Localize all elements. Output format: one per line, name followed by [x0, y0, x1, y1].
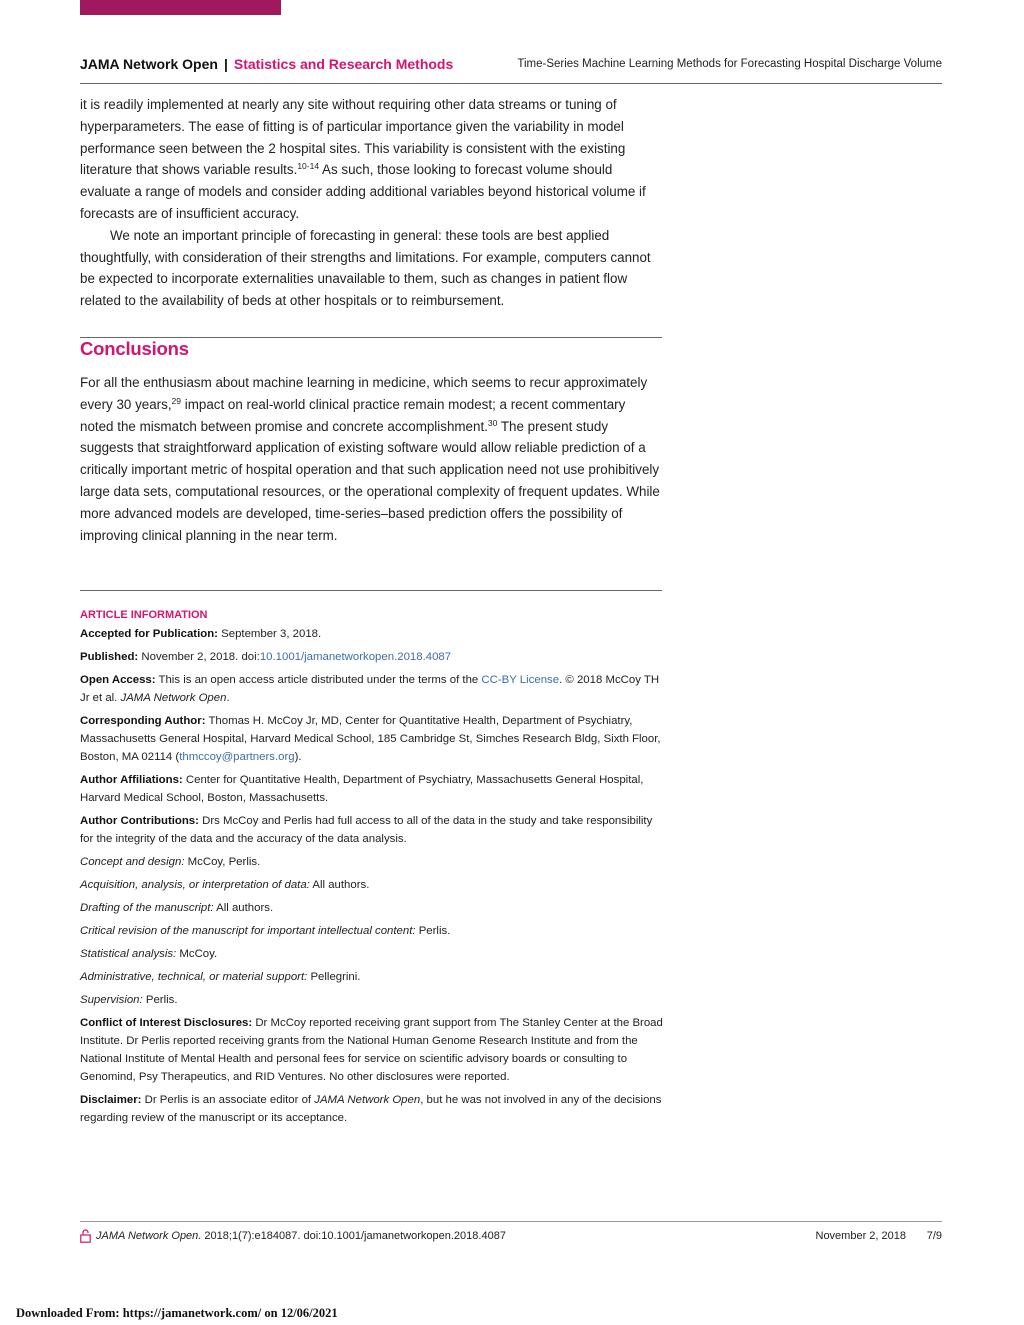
- contributions-line: Author Contributions: Drs McCoy and Perlis had full access to all of the data in the study and take responsibility for the integrity of the data and the accuracy of the data analysis.: [80, 815, 653, 845]
- role-line: Supervision: Perlis.: [80, 994, 178, 1006]
- conclusions-paragraph: For all the enthusiasm about machine learning in medicine, which seems to recur approximately every 30 years,$^{29}$ impact on real-world clinical practice remain modest; a recent commentary noted the mismatch between promise and concrete accomplishment.$^{30}$ The present study suggests that straightforward application of existing software would allow reliable prediction of a critically important metric of hospital operation and that such application need not use prohibitively large data sets, computational resources, or the operational complexity of frequent updates. While more advanced models are developed, time-series–based prediction offers the possibility of improving clinical planning in the near term.: [80, 375, 660, 543]
- article-information: [80, 606, 664, 1132]
- citation-ref: 29: [171, 395, 182, 406]
- footer-rule: [80, 1221, 942, 1222]
- accepted-line: Accepted for Publication: September 3, 2018.: [80, 628, 322, 640]
- section-name: Statistics and Research Methods: [233, 56, 454, 72]
- page-number: 7/9: [926, 1230, 942, 1242]
- page-footer: [80, 1229, 942, 1245]
- journal-name: JAMA Network Open: [80, 56, 218, 72]
- role-line: Concept and design: McCoy, Perlis.: [80, 856, 261, 868]
- doi-link[interactable]: 10.1001/jamanetworkopen.2018.4087: [259, 651, 452, 663]
- header-separator: |: [223, 56, 228, 72]
- journal-section-label: [80, 56, 453, 72]
- article-info-heading: ARTICLE INFORMATION: [80, 609, 208, 621]
- discussion-text: [80, 94, 662, 312]
- conclusions-text: [80, 372, 662, 546]
- role-line: Administrative, technical, or material support: Pellegrini.: [80, 971, 361, 983]
- citation-ref: 30: [487, 417, 498, 428]
- conclusions-heading: Conclusions: [80, 338, 189, 359]
- disclaimer-line: Disclaimer: Dr Perlis is an associate editor of JAMA Network Open, but he was not involved in any of the decisions regarding review of the manuscript or its acceptance.: [80, 1094, 662, 1124]
- license-link[interactable]: CC-BY License: [481, 674, 560, 686]
- header-rule: [80, 83, 942, 84]
- footer-citation: JAMA Network Open. 2018;1(7):e184087. doi:10.1001/jamanetworkopen.2018.4087: [96, 1230, 506, 1242]
- role-line: Drafting of the manuscript: All authors.: [80, 902, 274, 914]
- discussion-paragraph-2: We note an important principle of forecasting in general: these tools are best applied thoughtfully, with consideration of their strengths and limitations. For example, computers cannot be expected to incorporate externalities unavailable to them, such as changes in patient flow related to the availability of beds at other hospitals or to reimbursement.: [80, 227, 651, 309]
- top-accent-bar: [80, 0, 281, 15]
- running-title: Time-Series Machine Learning Methods for Forecasting Hospital Discharge Volume: [517, 58, 942, 70]
- article-info-rule: [80, 590, 662, 591]
- corresponding-author-line: Corresponding Author: Thomas H. McCoy Jr, MD, Center for Quantitative Health, Department of Psychiatry, Massachusetts General Hospital, Harvard Medical School, 185 Cambridge St, Simches Research Bldg, Sixth Floor, Boston, MA 02114 (thmccoy@partners.org).: [80, 715, 661, 763]
- conflict-of-interest-line: Conflict of Interest Disclosures: Dr McCoy reported receiving grant support from The Stanley Center at the Broad Institute. Dr Perlis reported receiving grants from the National Human Genome Research Institute and from the National Institute of Mental Health and personal fees for service on scientific advisory boards or consulting to Genomind, Psy Therapeutics, and RID Ventures. No other disclosures were reported.: [80, 1017, 663, 1083]
- open-access-lock-icon: [80, 1229, 91, 1243]
- open-access-line: Open Access: This is an open access article distributed under the terms of the CC-BY License. © 2018 McCoy TH Jr et al. JAMA Network Open.: [80, 674, 660, 704]
- citation-ref: 10-14: [297, 161, 320, 172]
- role-line: Critical revision of the manuscript for important intellectual content: Perlis.: [80, 925, 451, 937]
- email-link[interactable]: thmccoy@partners.org: [179, 751, 295, 763]
- download-note: Downloaded From: https://jamanetwork.com/ on 12/06/2021: [16, 1306, 338, 1320]
- footer-date: November 2, 2018: [815, 1230, 906, 1242]
- discussion-paragraph-1: it is readily implemented at nearly any site without requiring other data streams or tuning of hyperparameters. The ease of fitting is of particular importance given the variability in model performance seen between the 2 hospital sites. This variability is consistent with the existing literature that shows variable results.$^{10-14}$ As such, those looking to forecast volume should evaluate a range of models and consider adding additional variables beyond historical volume if forecasts are of insufficient accuracy.: [80, 97, 646, 221]
- published-line: Published: November 2, 2018. doi:10.1001/jamanetworkopen.2018.4087: [80, 651, 452, 663]
- role-line: Acquisition, analysis, or interpretation of data: All authors.: [80, 879, 370, 891]
- role-line: Statistical analysis: McCoy.: [80, 948, 218, 960]
- affiliations-line: Author Affiliations: Center for Quantitative Health, Department of Psychiatry, Massachusetts General Hospital, Harvard Medical School, Boston, Massachusetts.: [80, 774, 644, 804]
- running-header: [80, 56, 942, 76]
